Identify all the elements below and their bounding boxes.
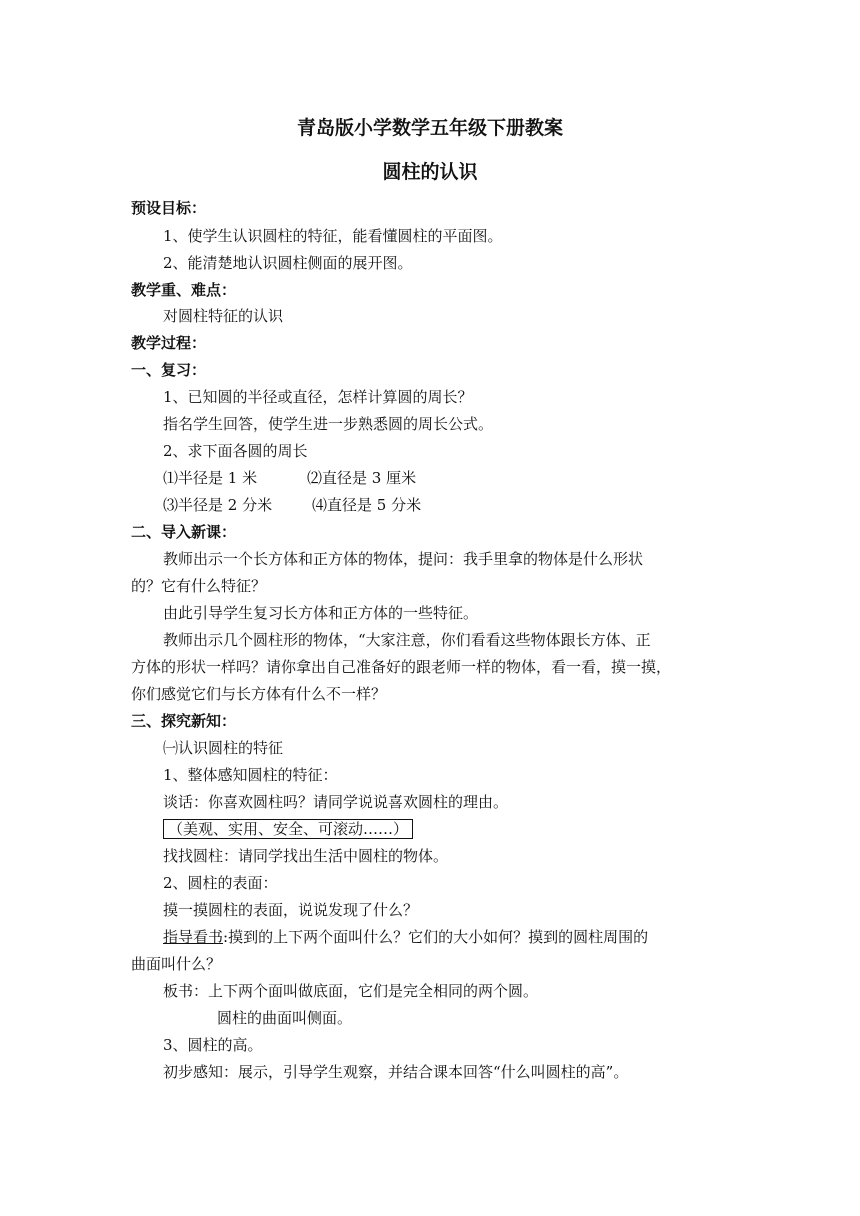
explore-step: 3、圆柱的高。 bbox=[163, 1036, 263, 1054]
explore-text: 谈话：你喜欢圆柱吗？请同学说说喜欢圆柱的理由。 bbox=[163, 793, 509, 811]
document-title: 青岛版小学数学五年级下册教案 bbox=[296, 117, 563, 139]
process-heading: 教学过程： bbox=[131, 334, 207, 352]
review-item: ⑷直径是 5 分米 bbox=[312, 496, 422, 514]
review-item: ⑴半径是 1 米 bbox=[163, 469, 258, 487]
intro-paragraph: 你们感觉它们与长方体有什么不一样？ bbox=[131, 685, 387, 703]
objective-item: 1、使学生认识圆柱的特征，能看懂圆柱的平面图。 bbox=[163, 227, 503, 245]
explore-subheading: ㈠认识圆柱的特征 bbox=[163, 739, 284, 757]
document-subtitle: 圆柱的认识 bbox=[382, 161, 478, 183]
explore-step: 1、整体感知圆柱的特征： bbox=[163, 766, 338, 784]
intro-paragraph: 教师出示几个圆柱形的物体，“大家注意，你们看看这些物体跟长方体、正 bbox=[163, 631, 651, 649]
review-item: ⑶半径是 2 分米 bbox=[163, 496, 273, 514]
guide-text: :摸到的上下两个面叫什么？它们的大小如何？摸到的圆柱周围的 bbox=[223, 928, 649, 946]
explore-step: 2、圆柱的表面： bbox=[163, 874, 278, 892]
review-item: ⑵直径是 3 厘米 bbox=[307, 469, 417, 487]
explore-text: 初步感知：展示，引导学生观察，并结合课本回答“什么叫圆柱的高”。 bbox=[163, 1063, 629, 1081]
intro-paragraph: 教师出示一个长方体和正方体的物体，提问：我手里拿的物体是什么形状 bbox=[163, 550, 644, 568]
review-note: 指名学生回答，使学生进一步熟悉圆的周长公式。 bbox=[163, 415, 494, 433]
intro-paragraph: 方体的形状一样吗？请你拿出自己准备好的跟老师一样的物体，看一看，摸一摸， bbox=[131, 658, 672, 676]
explore-heading: 三、探究新知： bbox=[131, 712, 237, 730]
objectives-heading: 预设目标： bbox=[131, 199, 207, 217]
key-points-text: 对圆柱特征的认识 bbox=[163, 307, 284, 325]
boxed-answer-text: （美观、实用、安全、可滚动……） bbox=[163, 819, 413, 839]
review-question: 2、求下面各圆的周长 bbox=[163, 442, 308, 460]
board-text: 板书：上下两个面叫做底面，它们是完全相同的两个圆。 bbox=[163, 982, 539, 1000]
intro-heading: 二、导入新课： bbox=[131, 523, 237, 541]
explore-text: 曲面叫什么？ bbox=[131, 955, 222, 973]
review-heading: 一、复习： bbox=[131, 361, 207, 379]
guide-label: 指导看书 bbox=[163, 928, 224, 946]
guide-line bbox=[163, 927, 648, 947]
intro-paragraph: 由此引导学生复习长方体和正方体的一些特征。 bbox=[163, 604, 479, 622]
key-points-heading: 教学重、难点： bbox=[131, 281, 237, 299]
board-text: 圆柱的曲面叫侧面。 bbox=[217, 1009, 353, 1027]
boxed-answer bbox=[163, 819, 413, 839]
explore-text: 摸一摸圆柱的表面，说说发现了什么？ bbox=[163, 901, 419, 919]
explore-text: 找找圆柱：请同学找出生活中圆柱的物体。 bbox=[163, 847, 449, 865]
intro-paragraph: 的？它有什么特征？ bbox=[131, 577, 267, 595]
review-question: 1、已知圆的半径或直径，怎样计算圆的周长？ bbox=[163, 388, 473, 406]
objective-item: 2、能清楚地认识圆柱侧面的展开图。 bbox=[163, 254, 413, 272]
